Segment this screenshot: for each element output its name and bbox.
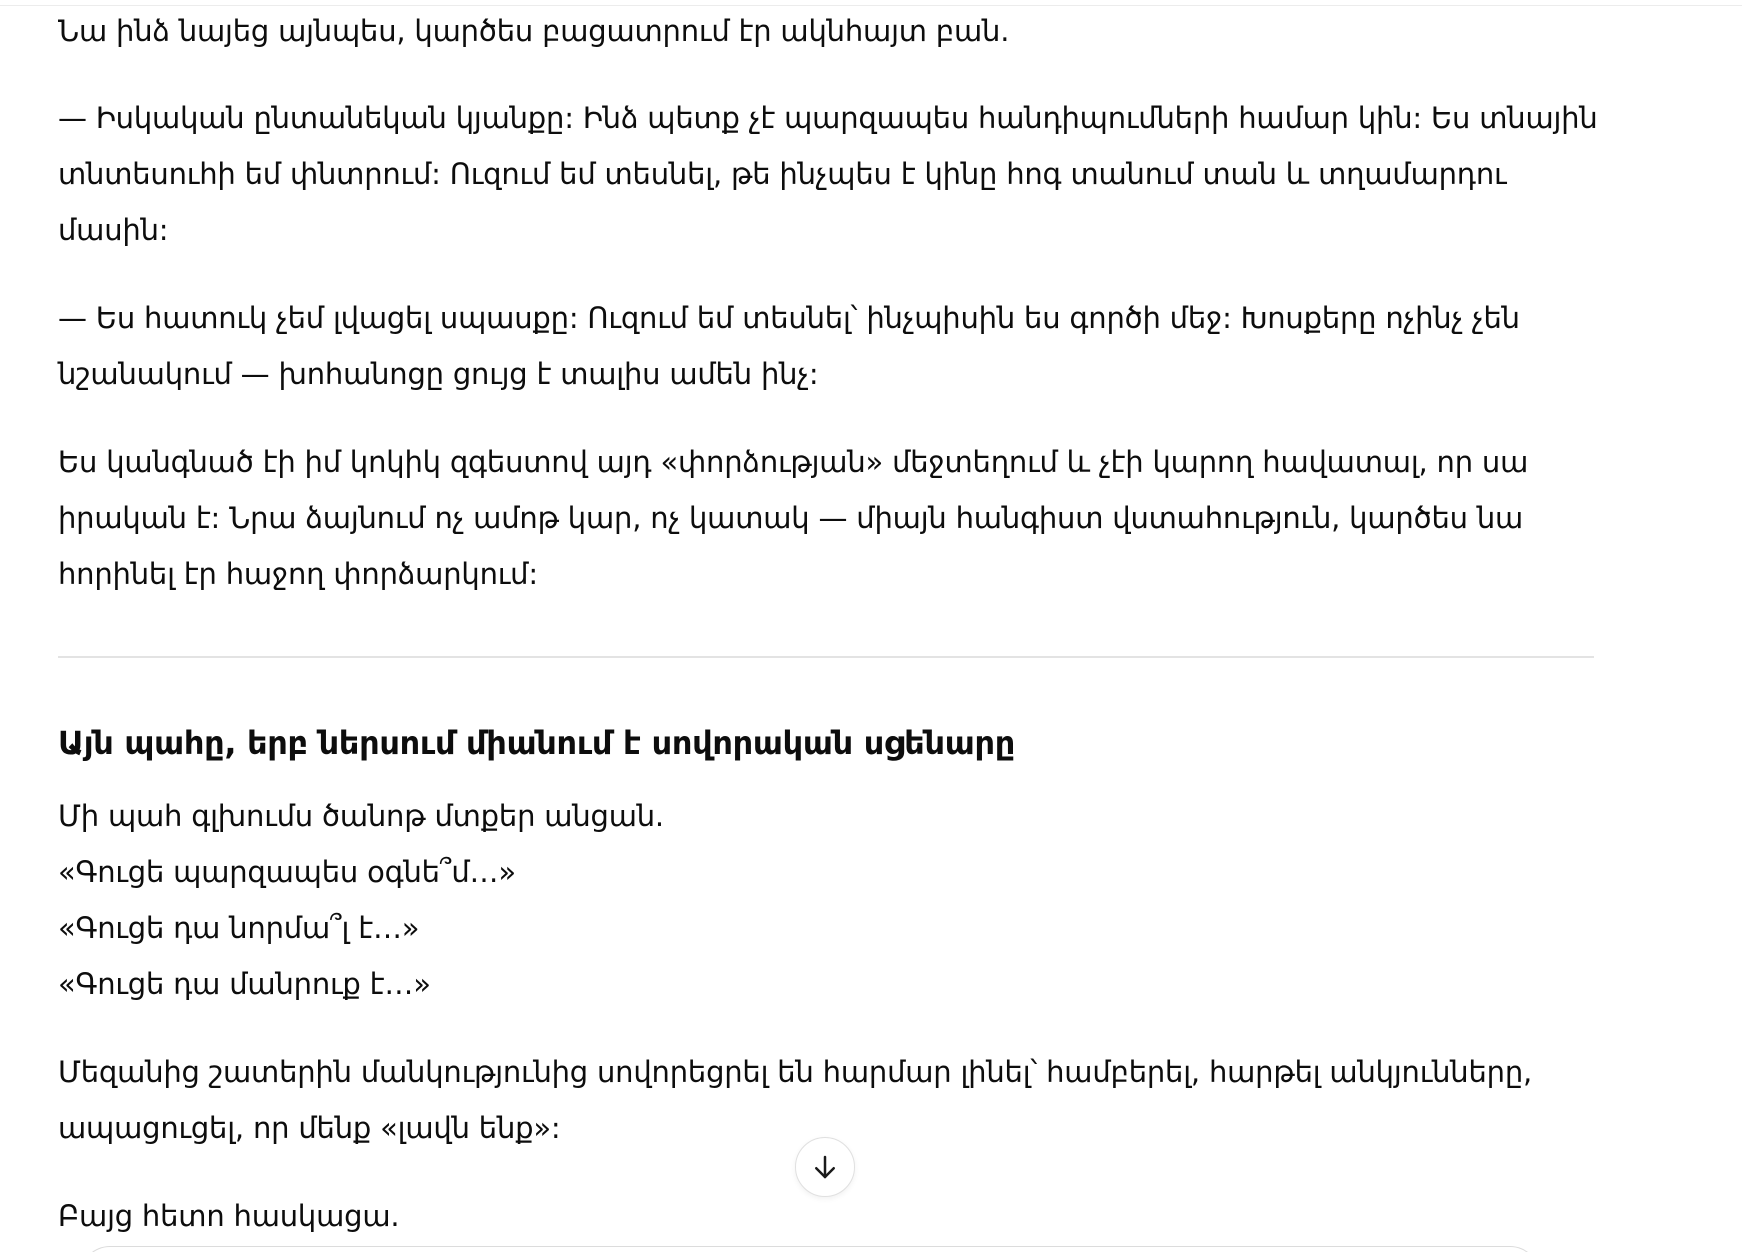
text-line: «Գուցե դա նորմա՞լ է…» — [58, 911, 420, 945]
text-line: Մի պահ գլխումս ծանոթ մտքեր անցան. — [58, 799, 664, 833]
paragraph — [58, 434, 1598, 602]
text-line: տնտեսուհի եմ փնտրում: Ուզում եմ տեսնել, թե ինչպես է կինը հոգ տանում տան և տղամարդու — [58, 157, 1507, 191]
text-line: Ես կանգնած էի իմ կոկիկ զգեստով այդ «փորձության» մեջտեղում և չէի կարող հավատալ, որ սա — [58, 445, 1529, 479]
text-line: մասին: — [58, 213, 169, 247]
text-line: — Իսկական ընտանեկան կյանքը: Ինձ պետք չէ պարզապես հանդիպումների համար կին: Ես տնային — [58, 101, 1598, 135]
text-line: Բայց հետո հասկացա. — [58, 1199, 400, 1233]
section-heading: Այն պահը, երբ ներսում միանում է սովորական սցենարը — [58, 724, 1015, 762]
text-line: Նա ինձ նայեց այնպես, կարծես բացատրում էր ակնհայտ բան. — [58, 14, 1010, 48]
text-line: Մեզանից շատերին մանկությունից սովորեցրել են հարմար լինել՝ համբերել, հարթել անկյունները, — [58, 1055, 1533, 1089]
section-divider — [58, 656, 1594, 658]
text-line: — Ես հատուկ չեմ լվացել սպասքը: Ուզում եմ տեսնել՝ ինչպիսին ես գործի մեջ: Խոսքերը ոչինչ չեն — [58, 301, 1520, 335]
paragraph — [58, 788, 1598, 1012]
paragraph — [58, 90, 1598, 258]
text-line: իրական է: Նրա ձայնում ոչ ամոթ կար, ոչ կատակ — միայն հանգիստ վստահություն, կարծես նա — [58, 501, 1524, 535]
paragraph — [58, 3, 1598, 59]
text-line: նշանակում — խոհանոցը ցույց է տալիս ամեն ինչ: — [58, 357, 819, 391]
scroll-to-bottom-button[interactable] — [795, 1137, 855, 1197]
text-line: հորինել էր հաջող փորձարկում: — [58, 557, 538, 591]
text-line: «Գուցե դա մանրուք է…» — [58, 967, 431, 1001]
paragraph — [58, 290, 1598, 402]
arrow-down-icon — [810, 1152, 840, 1182]
text-line: «Գուցե պարզապես օգնե՞մ…» — [58, 855, 516, 889]
composer-box[interactable] — [80, 1246, 1540, 1252]
text-line: ապացուցել, որ մենք «լավն ենք»: — [58, 1111, 561, 1145]
